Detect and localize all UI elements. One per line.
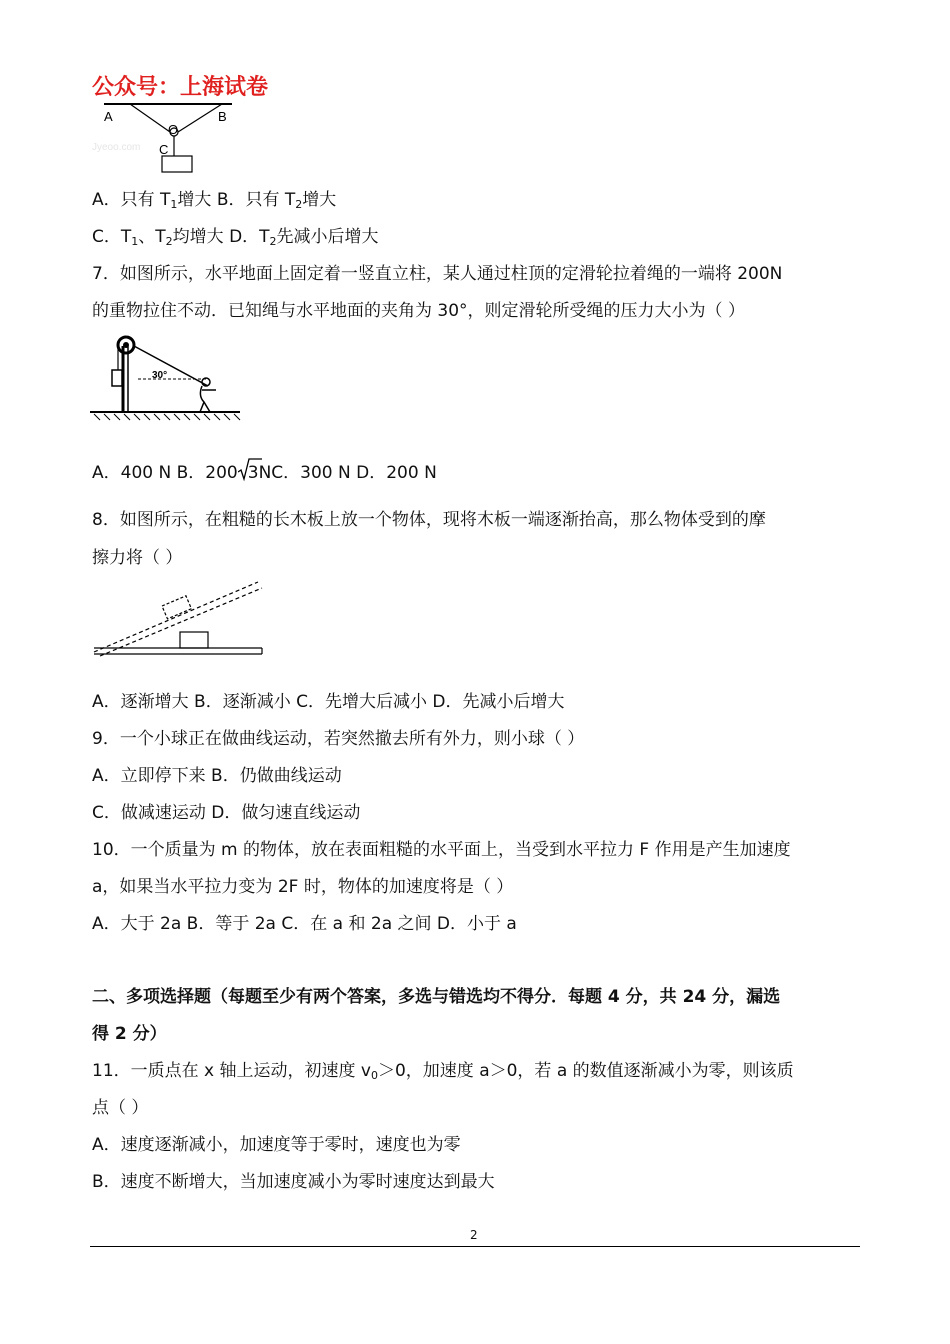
q7-option-b-radical <box>238 461 259 485</box>
figure-pole-pulley-person <box>90 334 242 422</box>
figure-rope-pulley <box>92 100 242 178</box>
q6-option-c-sub2: 2 <box>165 235 173 248</box>
q6-option-b-suffix: 增大 <box>302 190 337 210</box>
q11-option-a: A．速度逐渐减小，加速度等于零时，速度也为零 <box>92 1135 461 1155</box>
q6-option-a-prefix: A．只有 T <box>92 190 171 210</box>
q11-stem-sub: 0 <box>370 1069 378 1082</box>
q9-options-ab: A．立即停下来 B．仍做曲线运动 <box>92 766 342 786</box>
q6-options-cd <box>92 225 379 254</box>
q6-option-c-sub1: 1 <box>131 235 139 248</box>
watermark: 公众号：上海试卷 <box>92 75 269 100</box>
q6-option-c-prefix: C．T <box>92 227 132 247</box>
q6-option-d-suffix: 先减小后增大 <box>276 227 379 247</box>
radical-sign-icon <box>238 457 262 483</box>
fig6-label-a: A <box>104 109 113 124</box>
q8-stem-line1: 8．如图所示，在粗糙的长木板上放一个物体，现将木板一端逐渐抬高，那么物体受到的摩 <box>92 510 766 530</box>
q11-stem-line1 <box>92 1059 794 1088</box>
q7-options <box>92 461 437 485</box>
q6-option-a-sub: 1 <box>170 198 178 211</box>
figure-incline-board <box>90 578 270 662</box>
q8-options: A．逐渐增大 B．逐渐减小 C．先增大后减小 D．先减小后增大 <box>92 692 565 712</box>
q8-stem-line2: 擦力将（ ） <box>92 548 183 568</box>
q6-option-b-sub: 2 <box>295 198 303 211</box>
q6-options-ab <box>92 188 336 217</box>
q6-option-c-mid: 、T <box>138 227 166 247</box>
q9-stem: 9．一个小球正在做曲线运动，若突然撤去所有外力，则小球（ ） <box>92 729 585 749</box>
q6-option-a-suffix: 增大 <box>177 190 217 210</box>
q7-stem-line2: 的重物拉住不动．已知绳与水平地面的夹角为 30°，则定滑轮所受绳的压力大小为（ ） <box>92 301 745 321</box>
q7-angle-label: 30° <box>152 370 168 381</box>
q6-option-b-prefix: B．只有 T <box>216 190 296 210</box>
q6-option-d-prefix: D．T <box>229 227 270 247</box>
q7-option-b-prefix: B．200 <box>176 463 238 483</box>
q11-stem-suffix: ＞0，加速度 a＞0，若 a 的数值逐渐减小为零，则该质 <box>377 1061 794 1081</box>
q7-option-b-root: 3 <box>247 463 259 483</box>
q7-option-d: D．200 N <box>356 463 437 483</box>
q11-stem-prefix: 11．一质点在 x 轴上运动，初速度 v <box>92 1061 371 1081</box>
section2-heading-line1: 二、多项选择题（每题至少有两个答案，多选与错选均不得分．每题 4 分，共 24 分，漏选 <box>92 987 781 1007</box>
q11-option-b: B．速度不断增大，当加速度减小为零时速度达到最大 <box>92 1172 495 1192</box>
fig6-label-c: C <box>159 142 169 157</box>
q7-option-b-suffix: N <box>258 463 272 483</box>
section2-heading-line2: 得 2 分） <box>92 1024 167 1044</box>
fig6-faint-watermark: Jyeoo.com <box>92 142 141 153</box>
q10-stem-line1: 10．一个质量为 m 的物体，放在表面粗糙的水平面上，当受到水平拉力 F 作用是产生加速度 <box>92 840 791 860</box>
q6-option-c-suffix: 均增大 <box>172 227 230 247</box>
q10-options: A．大于 2a B．等于 2a C．在 a 和 2a 之间 D．小于 a <box>92 914 517 934</box>
fig6-label-o: O <box>168 122 179 137</box>
q9-options-cd: C．做减速运动 D．做匀速直线运动 <box>92 803 361 823</box>
page-number: 2 <box>470 1228 478 1242</box>
q11-stem-line2: 点（ ） <box>92 1098 149 1118</box>
fig6-label-b: B <box>218 109 227 124</box>
footer-divider <box>90 1246 860 1247</box>
q6-option-d-sub: 2 <box>269 235 277 248</box>
q10-stem-line2: a，如果当水平拉力变为 2F 时，物体的加速度将是（ ） <box>92 877 514 897</box>
q7-option-a: A．400 N <box>92 463 177 483</box>
q7-option-c: C．300 N <box>271 463 357 483</box>
q7-stem-line1: 7．如图所示，水平地面上固定着一竖直立柱，某人通过柱顶的定滑轮拉着绳的一端将 200N <box>92 264 783 284</box>
